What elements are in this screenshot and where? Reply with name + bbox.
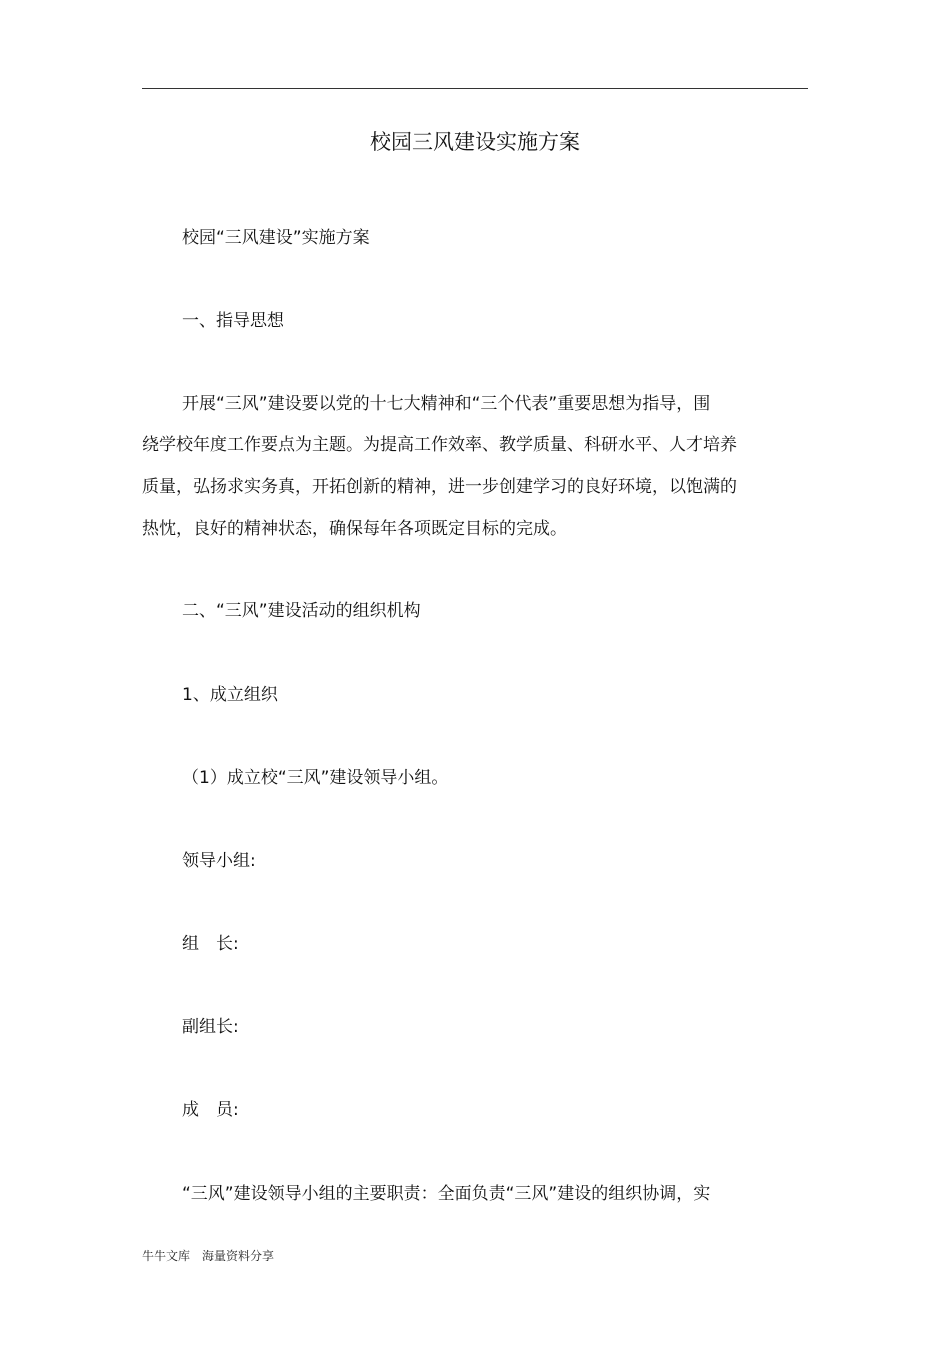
deputy-leader-label: 副组长: — [182, 1017, 239, 1037]
duty-line: “三风”建设领导小组的主要职责：全面负责“三风”建设的组织协调，实 — [182, 1184, 711, 1204]
section1-heading: 一、指导思想 — [182, 311, 284, 331]
leading-group-label: 领导小组: — [182, 851, 256, 871]
footer-text: 牛牛文库 海量资料分享 — [142, 1249, 275, 1263]
section2-heading: 二、“三风”建设活动的组织机构 — [182, 601, 421, 621]
paragraph-line-1: 开展“三风”建设要以党的十七大精神和“三个代表”重要思想为指导，围 — [182, 394, 711, 414]
members-label: 成 员: — [182, 1100, 239, 1120]
item1-subitem: （1）成立校“三风”建设领导小组。 — [182, 768, 449, 788]
paragraph-line-4: 热忱，良好的精神状态，确保每年各项既定目标的完成。 — [142, 519, 567, 539]
paragraph-line-3: 质量，弘扬求实务真，开拓创新的精神，进一步创建学习的良好环境，以饱满的 — [142, 477, 737, 497]
header-rule — [142, 88, 808, 89]
leader-label: 组 长: — [182, 934, 239, 954]
paragraph-line-2: 绕学校年度工作要点为主题。为提高工作效率、教学质量、科研水平、人才培养 — [142, 435, 737, 455]
document-subtitle: 校园“三风建设”实施方案 — [182, 228, 370, 248]
document-title: 校园三风建设实施方案 — [370, 130, 580, 154]
item1-heading: 1、成立组织 — [182, 685, 278, 705]
